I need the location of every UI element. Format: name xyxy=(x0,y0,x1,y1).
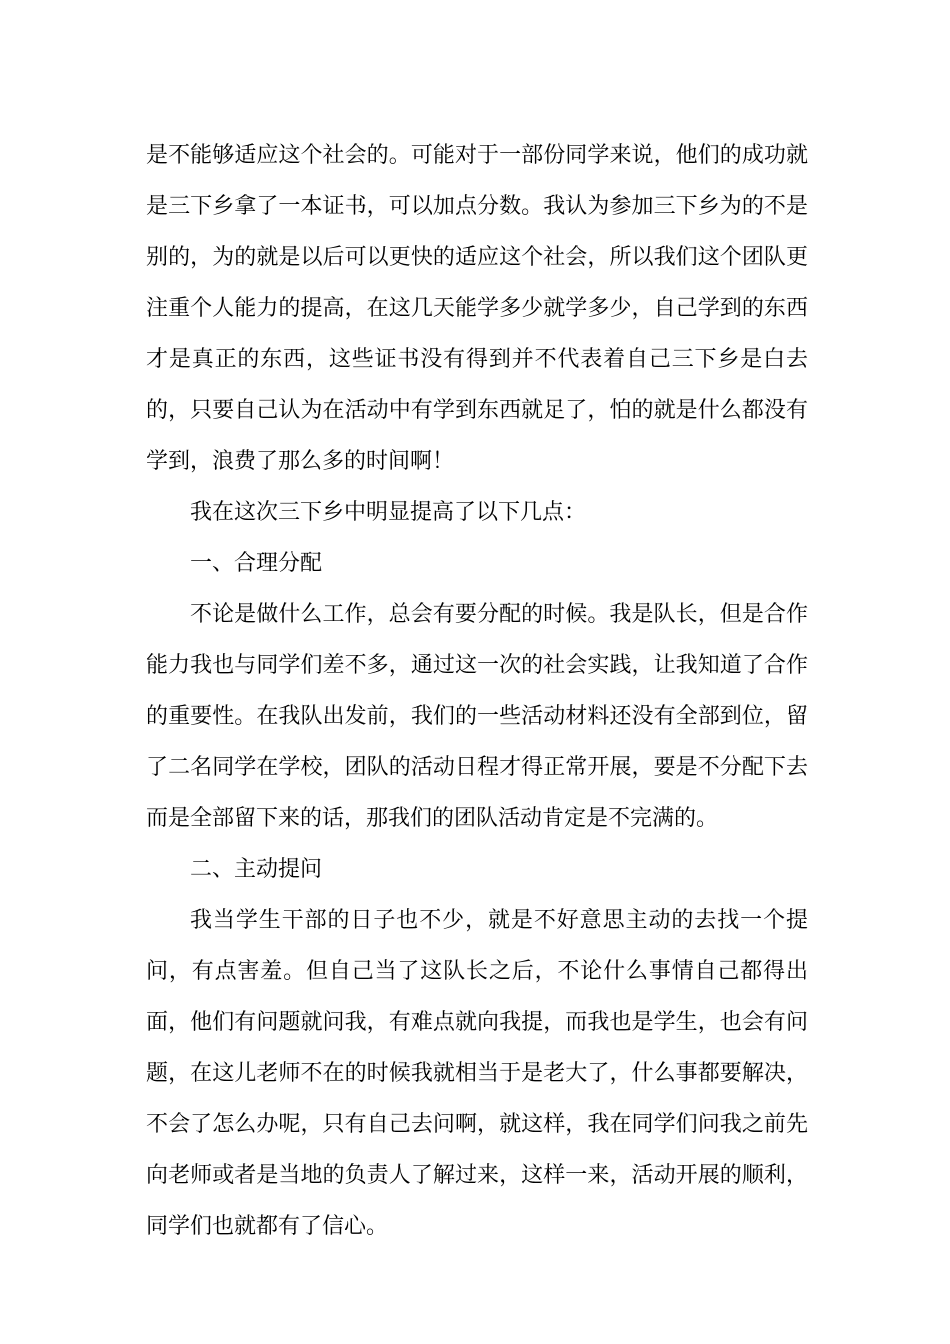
paragraph-allocation: 不论是做什么工作，总会有要分配的时候。我是队长，但是合作能力我也与同学们差不多，通过这一次的社会实践，让我知道了合作的重要性。在我队出发前，我们的一些活动材料还没有全部到位，留了二名同学在学校，团队的活动日程才得正常开展，要是不分配下去而是全部留下来的话，那我们的团队活动肯定是不完满的。 xyxy=(146,602,808,831)
paragraph-improvements-intro: 我在这次三下乡中明显提高了以下几点： xyxy=(190,500,587,525)
paragraph-continuation: 是不能够适应这个社会的。可能对于一部份同学来说，他们的成功就是三下乡拿了一本证书，可以加点分数。我认为参加三下乡为的不是别的，为的就是以后可以更快的适应这个社会，所以我们这个团队更注重个人能力的提高，在这几天能学多少就学多少，自己学到的东西才是真正的东西，这些证书没有得到并不代表着自己三下乡是白去的，只要自己认为在活动中有学到东西就足了，怕的就是什么都没有学到，浪费了那么多的时间啊！ xyxy=(146,143,808,474)
document-body xyxy=(146,130,808,1252)
section-heading-asking: 二、主动提问 xyxy=(190,857,323,882)
paragraph-asking: 我当学生干部的日子也不少，就是不好意思主动的去找一个提问，有点害羞。但自己当了这队长之后，不论什么事情自己都得出面，他们有问题就问我，有难点就向我提，而我也是学生，也会有问题，在这儿老师不在的时候我就相当于是老大了，什么事都要解决，不会了怎么办呢，只有自己去问啊，就这样，我在同学们问我之前先向老师或者是当地的负责人了解过来，这样一来，活动开展的顺利，同学们也就都有了信心。 xyxy=(146,908,808,1239)
section-heading-allocation: 一、合理分配 xyxy=(190,551,323,576)
